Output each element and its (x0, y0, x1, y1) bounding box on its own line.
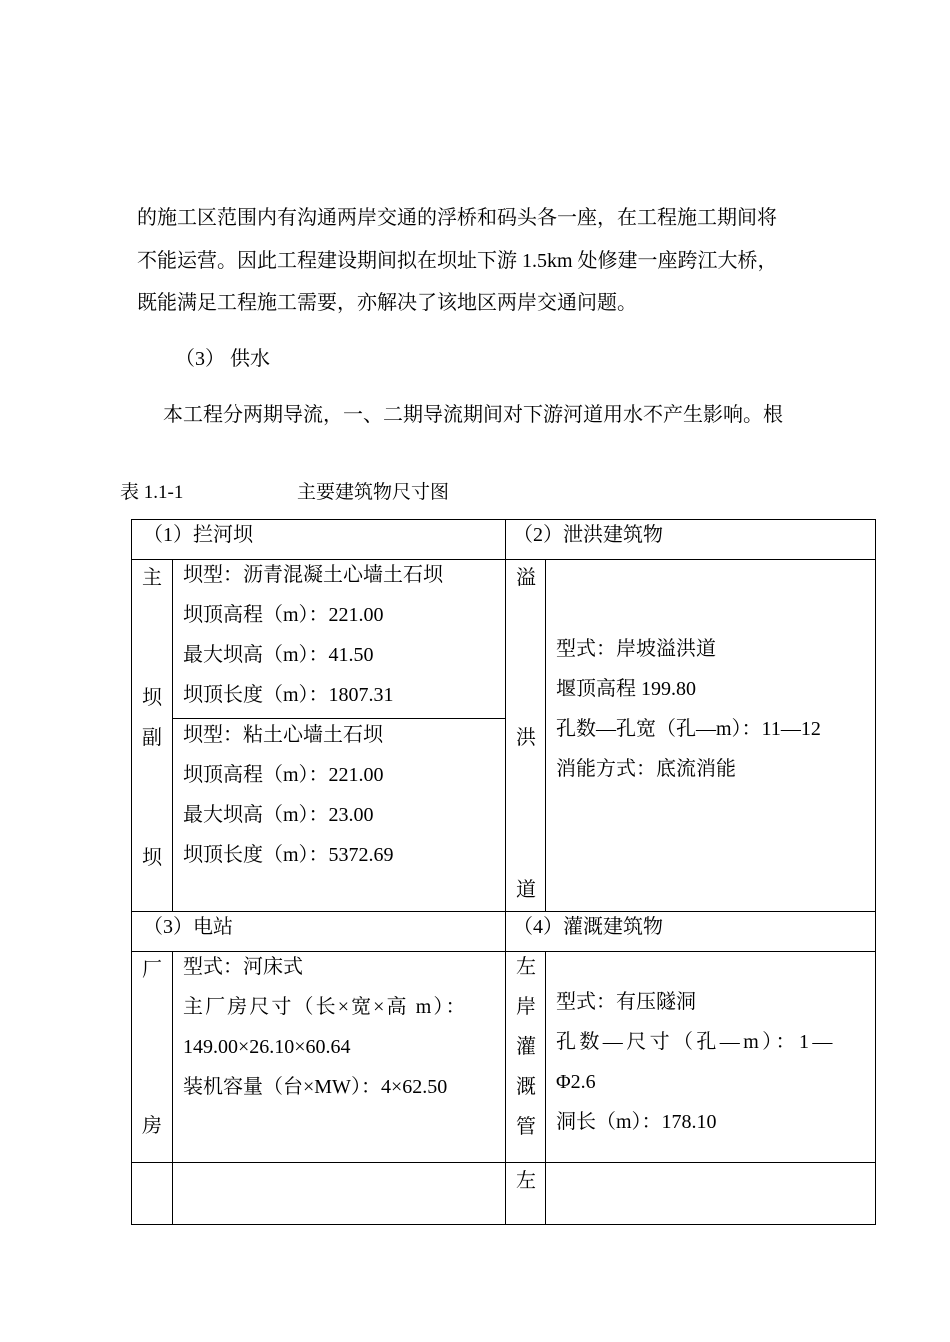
spec-line: 型式：有压隧洞 (556, 991, 696, 1013)
spec-line: 主厂房尺寸（长×宽×高 m）： (183, 996, 468, 1018)
spec-line: 坝顶长度（m）：1807.31 (183, 684, 394, 706)
spec-line: 坝顶高程（m）：221.00 (183, 764, 384, 786)
powerhouse-specs (183, 947, 468, 1107)
power-station-section-header: （3）电站 (143, 916, 233, 938)
spillway-specs (556, 629, 821, 789)
main-dam-label-bottom: 坝 (142, 687, 162, 709)
label-char: 溉 (516, 1076, 536, 1098)
spec-line: 型式：河床式 (183, 956, 303, 978)
spec-line: 最大坝高（m）：23.00 (183, 804, 374, 826)
aux-dam-specs (183, 715, 394, 875)
label-char: 灌 (516, 1036, 536, 1058)
spec-line: 孔数—尺寸（孔—m）：1— (556, 1031, 836, 1053)
spec-line: 堰顶高程 199.80 (556, 678, 696, 700)
table-border (172, 951, 173, 1225)
spec-line: 坝顶长度（m）：5372.69 (183, 844, 394, 866)
spec-line: 型式：岸坡溢洪道 (556, 638, 716, 660)
spec-line: 消能方式：底流消能 (556, 758, 736, 780)
dimensions-table (131, 519, 876, 1225)
label-char: 管 (516, 1116, 536, 1138)
main-dam-specs (183, 555, 443, 715)
spec-line: 孔数—孔宽（孔—m）：11—12 (556, 718, 821, 740)
table-border (131, 911, 876, 912)
irrigation-section-header: （4）灌溉建筑物 (513, 916, 663, 938)
paragraph-line: 既能满足工程施工需要，亦解决了该地区两岸交通问题。 (137, 292, 637, 314)
table-border (131, 519, 876, 520)
spillway-section-header: （2）泄洪建筑物 (513, 524, 663, 546)
dam-section-header: （1）拦河坝 (143, 524, 253, 546)
irrigation-pipe-specs (556, 982, 836, 1142)
section-heading: （3） 供水 (175, 348, 270, 370)
spec-line: 坝型：沥青混凝土心墙土石坝 (183, 564, 443, 586)
spec-line: Φ2.6 (556, 1071, 596, 1093)
powerhouse-label-top: 厂 (142, 959, 162, 981)
table-caption-number: 表 1.1-1 (120, 482, 184, 503)
table-border (875, 519, 876, 1225)
table-border (131, 1162, 876, 1163)
main-dam-label-top: 主 (142, 567, 162, 589)
spillway-label-3: 道 (516, 879, 536, 901)
spec-line: 149.00×26.10×60.64 (183, 1036, 351, 1058)
paragraph-line: 的施工区范围内有沟通两岸交通的浮桥和码头各一座，在工程施工期间将 (137, 207, 777, 229)
table-border (172, 559, 173, 911)
spec-line: 坝顶高程（m）：221.00 (183, 604, 384, 626)
spec-line: 坝型：粘土心墙土石坝 (183, 724, 383, 746)
label-char: 左 (516, 956, 536, 978)
paragraph-line: 本工程分两期导流，一、二期导流期间对下游河道用水不产生影响。根 (163, 404, 783, 426)
label-char: 岸 (516, 996, 536, 1018)
table-border (131, 1224, 876, 1225)
paragraph-line: 不能运营。因此工程建设期间拟在坝址下游 1.5km 处修建一座跨江大桥， (137, 250, 778, 272)
last-row-label: 左 (516, 1170, 536, 1192)
irrigation-pipe-label (506, 947, 546, 1147)
spec-line: 洞长（m）：178.10 (556, 1111, 717, 1133)
spillway-label-2: 洪 (516, 727, 536, 749)
aux-dam-label-top: 副 (142, 727, 162, 749)
table-caption-title: 主要建筑物尺寸图 (297, 482, 450, 503)
spillway-label-1: 溢 (516, 567, 536, 589)
powerhouse-label-bottom: 房 (142, 1115, 162, 1137)
spec-line: 最大坝高（m）：41.50 (183, 644, 374, 666)
aux-dam-label-bottom: 坝 (142, 847, 162, 869)
spec-line: 装机容量（台×MW）：4×62.50 (183, 1076, 448, 1098)
